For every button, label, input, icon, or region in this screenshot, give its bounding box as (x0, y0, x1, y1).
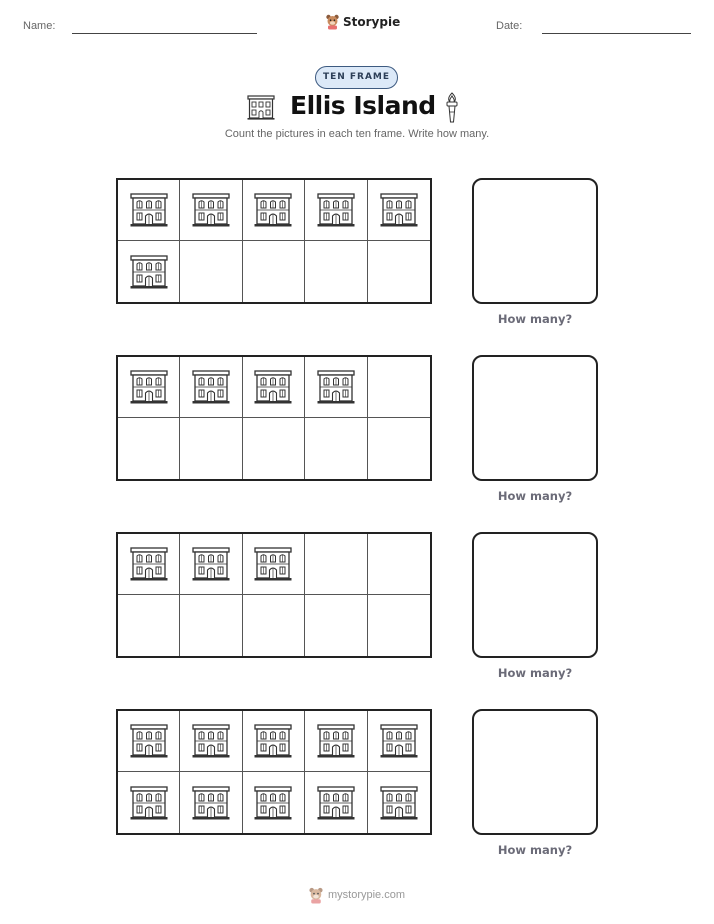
ten-frame-3 (116, 532, 432, 658)
answer-box-1[interactable] (472, 178, 598, 304)
building-icon (254, 545, 292, 583)
ten-frame-4 (116, 709, 432, 835)
ten-frame-cell (368, 357, 430, 418)
ten-frame-cell (305, 357, 367, 418)
how-many-label-2: How many? (497, 489, 573, 503)
building-icon (317, 722, 355, 760)
ten-frame-cell (180, 711, 242, 772)
ten-frame-cell (305, 241, 367, 302)
building-icon (130, 722, 168, 760)
torch-icon (444, 92, 460, 124)
ten-frame-cell (305, 534, 367, 595)
answer-box-4[interactable] (472, 709, 598, 835)
ten-frame-cell (118, 241, 180, 302)
date-label: Date: (496, 20, 523, 32)
page-title: Ellis Island (290, 91, 436, 120)
instructions: Count the pictures in each ten frame. Write how many. (224, 128, 490, 140)
bear-mascot-icon (325, 13, 340, 30)
ten-frame-cell (305, 418, 367, 479)
ten-frame-2 (116, 355, 432, 481)
ten-frame-cell (305, 180, 367, 241)
bear-mascot-icon (308, 886, 324, 904)
building-icon (130, 368, 168, 406)
building-icon (317, 784, 355, 822)
building-icon (317, 191, 355, 229)
ten-frame-cell (243, 241, 305, 302)
date-line[interactable] (542, 33, 691, 34)
ten-frame-cell (243, 711, 305, 772)
building-icon (130, 784, 168, 822)
how-many-label-4: How many? (497, 843, 573, 857)
ten-frame-cell (118, 595, 180, 656)
building-icon (380, 191, 418, 229)
ten-frame-cell (368, 241, 430, 302)
ten-frame-cell (180, 534, 242, 595)
building-icon (254, 784, 292, 822)
name-line[interactable] (72, 33, 257, 34)
name-label: Name: (23, 20, 56, 32)
ten-frame-cell (368, 595, 430, 656)
ten-frame-cell (180, 595, 242, 656)
how-many-label-3: How many? (497, 666, 573, 680)
ten-frame-cell (180, 772, 242, 833)
ten-frame-cell (305, 595, 367, 656)
ten-frame-cell (118, 357, 180, 418)
ten-frame-cell (180, 357, 242, 418)
building-icon (254, 191, 292, 229)
footer (308, 886, 405, 904)
ten-frame-cell (180, 418, 242, 479)
ten-frame-cell (118, 180, 180, 241)
ten-frame-cell (368, 534, 430, 595)
building-icon (380, 722, 418, 760)
building-icon (192, 784, 230, 822)
footer-url[interactable]: mystorypie.com (328, 889, 406, 901)
ten-frame-cell (368, 772, 430, 833)
building-icon (380, 784, 418, 822)
how-many-label-1: How many? (497, 312, 573, 326)
ten-frame-cell (180, 180, 242, 241)
building-icon (192, 191, 230, 229)
ten-frame-cell (243, 418, 305, 479)
building-icon (130, 191, 168, 229)
ten-frame-cell (368, 418, 430, 479)
ten-frame-cell (118, 772, 180, 833)
ten-frame-1 (116, 178, 432, 304)
ten-frame-cell (118, 711, 180, 772)
building-icon (130, 545, 168, 583)
ten-frame-cell (118, 418, 180, 479)
ten-frame-badge: TEN FRAME (315, 66, 398, 89)
building-icon (317, 368, 355, 406)
ten-frame-cell (243, 180, 305, 241)
ten-frame-cell (243, 357, 305, 418)
building-icon (192, 368, 230, 406)
answer-box-3[interactable] (472, 532, 598, 658)
ten-frame-cell (305, 711, 367, 772)
building-icon (192, 722, 230, 760)
building-icon (254, 368, 292, 406)
ten-frame-cell (118, 534, 180, 595)
ten-frame-cell (180, 241, 242, 302)
ten-frame-cell (368, 180, 430, 241)
ten-frame-cell (305, 772, 367, 833)
ten-frame-cell (368, 711, 430, 772)
ten-frame-cell (243, 534, 305, 595)
brand-logo (325, 13, 400, 30)
ten-frame-cell (243, 772, 305, 833)
brand-name: Storypie (343, 14, 401, 29)
title-row (0, 90, 714, 124)
answer-box-2[interactable] (472, 355, 598, 481)
building-icon (254, 722, 292, 760)
ten-frame-cell (243, 595, 305, 656)
building-icon (247, 94, 275, 120)
building-icon (130, 253, 168, 291)
building-icon (192, 545, 230, 583)
